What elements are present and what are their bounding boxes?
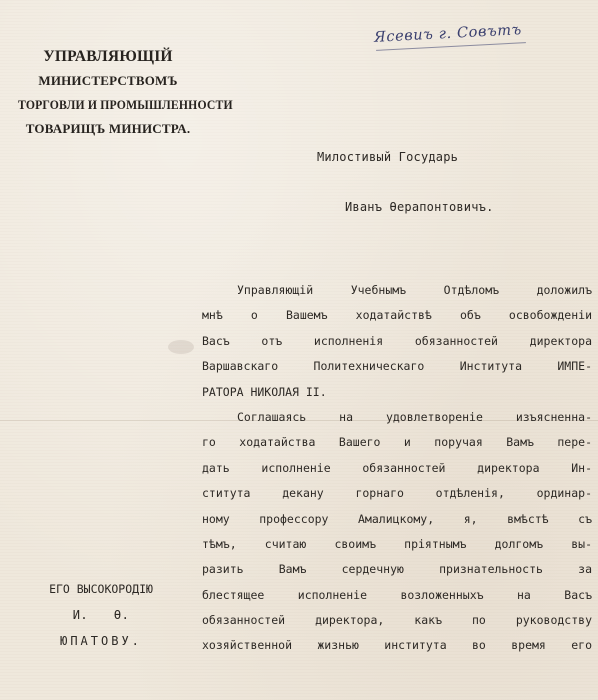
letterhead <box>8 47 233 139</box>
addressee-line-3: ЮПАТОВУ. <box>60 634 142 648</box>
addressee-block <box>12 576 190 654</box>
body-line: Варшавскаго Политехническаго Института ИМПЕ- <box>202 359 592 374</box>
body-line: хозяйственной жизнью института во время его <box>202 638 592 653</box>
letterhead-line-4: ТОВАРИЩЪ МИНИСТРА. <box>25 121 191 136</box>
body-line: ному профессору Амалицкому, я, вмѣстѣ съ <box>202 511 592 526</box>
paper-stain <box>168 340 194 354</box>
addressee-line-2: И. Ѳ. <box>72 608 130 622</box>
body-line: разить Вамъ сердечную признательность за <box>202 562 592 577</box>
letterhead-line-1: УПРАВЛЯЮЩІЙ <box>43 48 173 65</box>
body-line: РАТОРА НИКОЛАЯ II. <box>202 384 327 399</box>
letterhead-line-3: ТОРГОВЛИ И ПРОМЫШЛЕННОСТИ <box>18 97 233 112</box>
body-line: мнѣ о Вашемъ ходатайствѣ объ освобожденіи <box>202 308 592 323</box>
body-line: ститута декану горнаго отдѣленія, ординар- <box>202 486 592 501</box>
body-line: блестящее исполненіе возложенныхъ на Васъ <box>202 587 592 602</box>
salutation-line-1: Милостивый Государь <box>317 150 459 164</box>
letterhead-line-2: МИНИСТЕРСТВОМЪ <box>38 73 178 88</box>
body-line: го ходатайства Вашего и поручая Вамъ пере- <box>202 435 592 450</box>
salutation-line-2: Иванъ Ѳерапонтовичъ. <box>345 200 494 214</box>
body-line: тѣмъ, считаю своимъ пріятнымъ долгомъ вы- <box>202 536 592 551</box>
addressee-line-1: ЕГО ВЫСОКОРОДІЮ <box>49 582 153 596</box>
body-line: Управляющій Учебнымъ Отдѣломъ доложилъ <box>237 283 592 297</box>
body-line: дать исполненіе обязанностей директора Ин- <box>202 460 592 475</box>
body-line: Соглашаясь на удовлетвореніе изъясненна- <box>237 409 592 424</box>
body-line: обязанностей директора, какъ по руководству <box>202 613 592 628</box>
handwritten-annotation: Ясевиъ г. Совътъ <box>373 22 523 46</box>
body-line: Васъ отъ исполненія обязанностей директора <box>202 333 592 348</box>
letter-body <box>202 278 592 659</box>
